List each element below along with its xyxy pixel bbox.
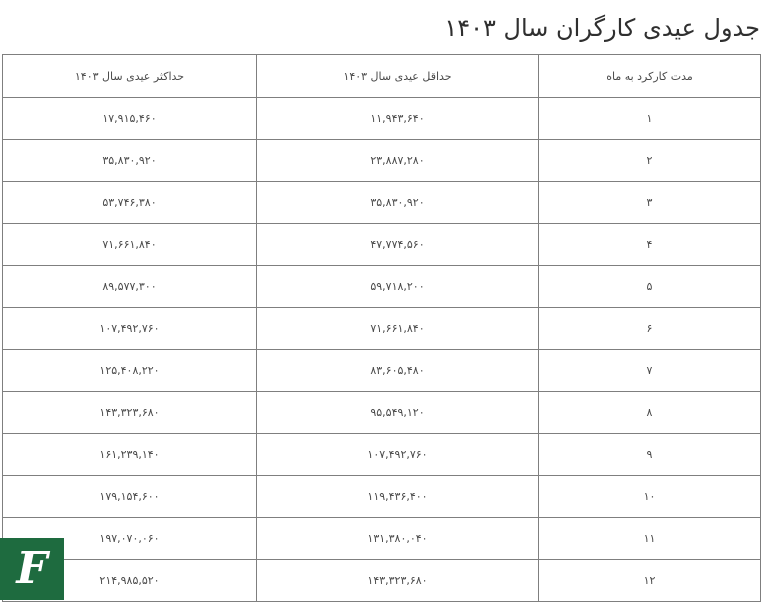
page-title: جدول عیدی کارگران سال ۱۴۰۳ (444, 14, 760, 42)
table-header (3, 55, 761, 98)
table-body (3, 98, 761, 602)
table-row (3, 98, 761, 140)
table-row (3, 476, 761, 518)
cell-min-bonus: ۱۰۷,۴۹۲,۷۶۰ (257, 434, 539, 476)
table-row (3, 350, 761, 392)
cell-min-bonus: ۹۵,۵۴۹,۱۲۰ (257, 392, 539, 434)
brand-logo (0, 538, 64, 600)
header-min-bonus: حداقل عیدی سال ۱۴۰۳ (257, 55, 539, 98)
cell-max-bonus: ۸۹,۵۷۷,۳۰۰ (3, 266, 257, 308)
table-row (3, 560, 761, 602)
table-row (3, 266, 761, 308)
cell-months: ۷ (539, 350, 761, 392)
cell-months: ۳ (539, 182, 761, 224)
table-row (3, 392, 761, 434)
cell-months: ۱ (539, 98, 761, 140)
cell-min-bonus: ۱۴۳,۳۲۳,۶۸۰ (257, 560, 539, 602)
header-max-bonus: حداکثر عیدی سال ۱۴۰۳ (3, 55, 257, 98)
cell-max-bonus: ۱۴۳,۳۲۳,۶۸۰ (3, 392, 257, 434)
cell-max-bonus: ۷۱,۶۶۱,۸۴۰ (3, 224, 257, 266)
cell-min-bonus: ۴۷,۷۷۴,۵۶۰ (257, 224, 539, 266)
cell-max-bonus: ۱۹۷,۰۷۰,۰۶۰ (3, 518, 257, 560)
cell-months: ۴ (539, 224, 761, 266)
cell-min-bonus: ۱۱,۹۴۳,۶۴۰ (257, 98, 539, 140)
cell-months: ۱۲ (539, 560, 761, 602)
cell-min-bonus: ۱۳۱,۳۸۰,۰۴۰ (257, 518, 539, 560)
header-months: مدت کارکرد به ماه (539, 55, 761, 98)
cell-months: ۲ (539, 140, 761, 182)
header-row (3, 55, 761, 98)
cell-max-bonus: ۱۷,۹۱۵,۴۶۰ (3, 98, 257, 140)
cell-min-bonus: ۸۳,۶۰۵,۴۸۰ (257, 350, 539, 392)
cell-max-bonus: ۱۷۹,۱۵۴,۶۰۰ (3, 476, 257, 518)
bonus-table (2, 54, 761, 602)
table-row (3, 224, 761, 266)
cell-months: ۶ (539, 308, 761, 350)
cell-months: ۱۰ (539, 476, 761, 518)
cell-months: ۵ (539, 266, 761, 308)
table-row (3, 308, 761, 350)
cell-max-bonus: ۱۶۱,۲۳۹,۱۴۰ (3, 434, 257, 476)
logo-letter: F (16, 543, 48, 594)
cell-min-bonus: ۳۵,۸۳۰,۹۲۰ (257, 182, 539, 224)
cell-min-bonus: ۲۳,۸۸۷,۲۸۰ (257, 140, 539, 182)
cell-months: ۸ (539, 392, 761, 434)
table-row (3, 434, 761, 476)
cell-max-bonus: ۱۲۵,۴۰۸,۲۲۰ (3, 350, 257, 392)
cell-max-bonus: ۵۳,۷۴۶,۳۸۰ (3, 182, 257, 224)
cell-max-bonus: ۳۵,۸۳۰,۹۲۰ (3, 140, 257, 182)
table-row (3, 518, 761, 560)
cell-max-bonus: ۱۰۷,۴۹۲,۷۶۰ (3, 308, 257, 350)
cell-min-bonus: ۷۱,۶۶۱,۸۴۰ (257, 308, 539, 350)
cell-months: ۱۱ (539, 518, 761, 560)
cell-months: ۹ (539, 434, 761, 476)
table-row (3, 140, 761, 182)
cell-min-bonus: ۵۹,۷۱۸,۲۰۰ (257, 266, 539, 308)
cell-min-bonus: ۱۱۹,۴۳۶,۴۰۰ (257, 476, 539, 518)
cell-max-bonus: ۲۱۴,۹۸۵,۵۲۰ (3, 560, 257, 602)
table-row (3, 182, 761, 224)
